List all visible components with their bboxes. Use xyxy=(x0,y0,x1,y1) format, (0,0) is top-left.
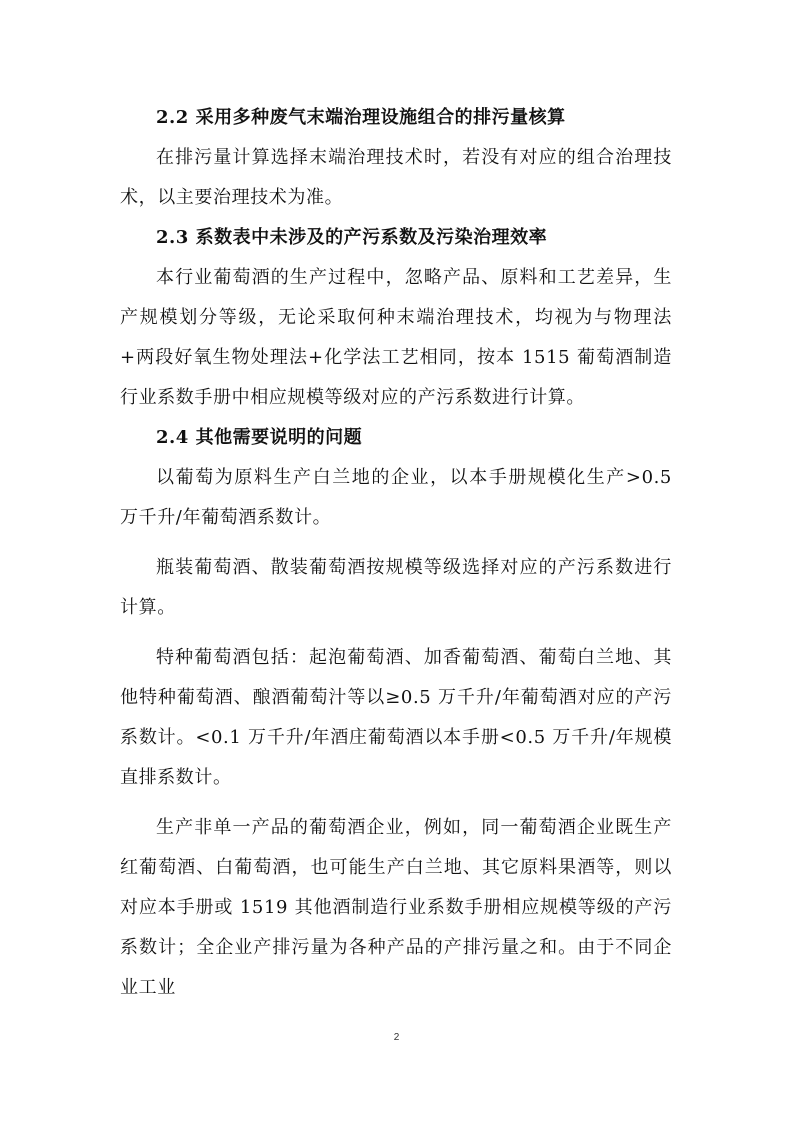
section-heading-2-4: 2.4 其他需要说明的问题 xyxy=(156,427,363,448)
section-heading-2-3: 2.3 系数表中未涉及的产污系数及污染治理效率 xyxy=(156,227,548,248)
paragraph: 本行业葡萄酒的生产过程中，忽略产品、原料和工艺差异，生产规模划分等级，无论采取何种末端治理技术，均视为与物理法+两段好氧生物处理法+化学法工艺相同，按本 1515 葡萄酒制造行业系数手册中相应规模等级对应的产污系数进行计算。 xyxy=(120,267,672,408)
section-heading-2-2: 2.2 采用多种废气末端治理设施组合的排污量核算 xyxy=(156,107,566,128)
page-number: 2 xyxy=(393,1032,400,1043)
paragraph: 以葡萄为原料生产白兰地的企业，以本手册规模化生产>0.5 万千升/年葡萄酒系数计。 xyxy=(120,467,672,528)
paragraph: 生产非单一产品的葡萄酒企业，例如，同一葡萄酒企业既生产红葡萄酒、白葡萄酒，也可能生产白兰地、其它原料果酒等，则以对应本手册或 1519 其他酒制造行业系数手册相应规模等级的产污系数计；全企业产排污量为各种产品的产排污量之和。由于不同企业工业 xyxy=(120,817,672,998)
paragraph-spacer xyxy=(120,628,672,638)
paragraph: 特种葡萄酒包括：起泡葡萄酒、加香葡萄酒、葡萄白兰地、其他特种葡萄酒、酿酒葡萄汁等以≥0.5 万千升/年葡萄酒对应的产污系数计。<0.1 万千升/年酒庄葡萄酒以本手册<0.5 万千升/年规模直排系数计。 xyxy=(120,647,672,788)
paragraph: 瓶装葡萄酒、散装葡萄酒按规模等级选择对应的产污系数进行计算。 xyxy=(120,557,672,618)
paragraph-spacer xyxy=(120,538,672,548)
paragraph-spacer xyxy=(120,798,672,808)
page-content xyxy=(120,98,672,1008)
paragraph: 在排污量计算选择末端治理技术时，若没有对应的组合治理技术，以主要治理技术为准。 xyxy=(120,147,672,208)
